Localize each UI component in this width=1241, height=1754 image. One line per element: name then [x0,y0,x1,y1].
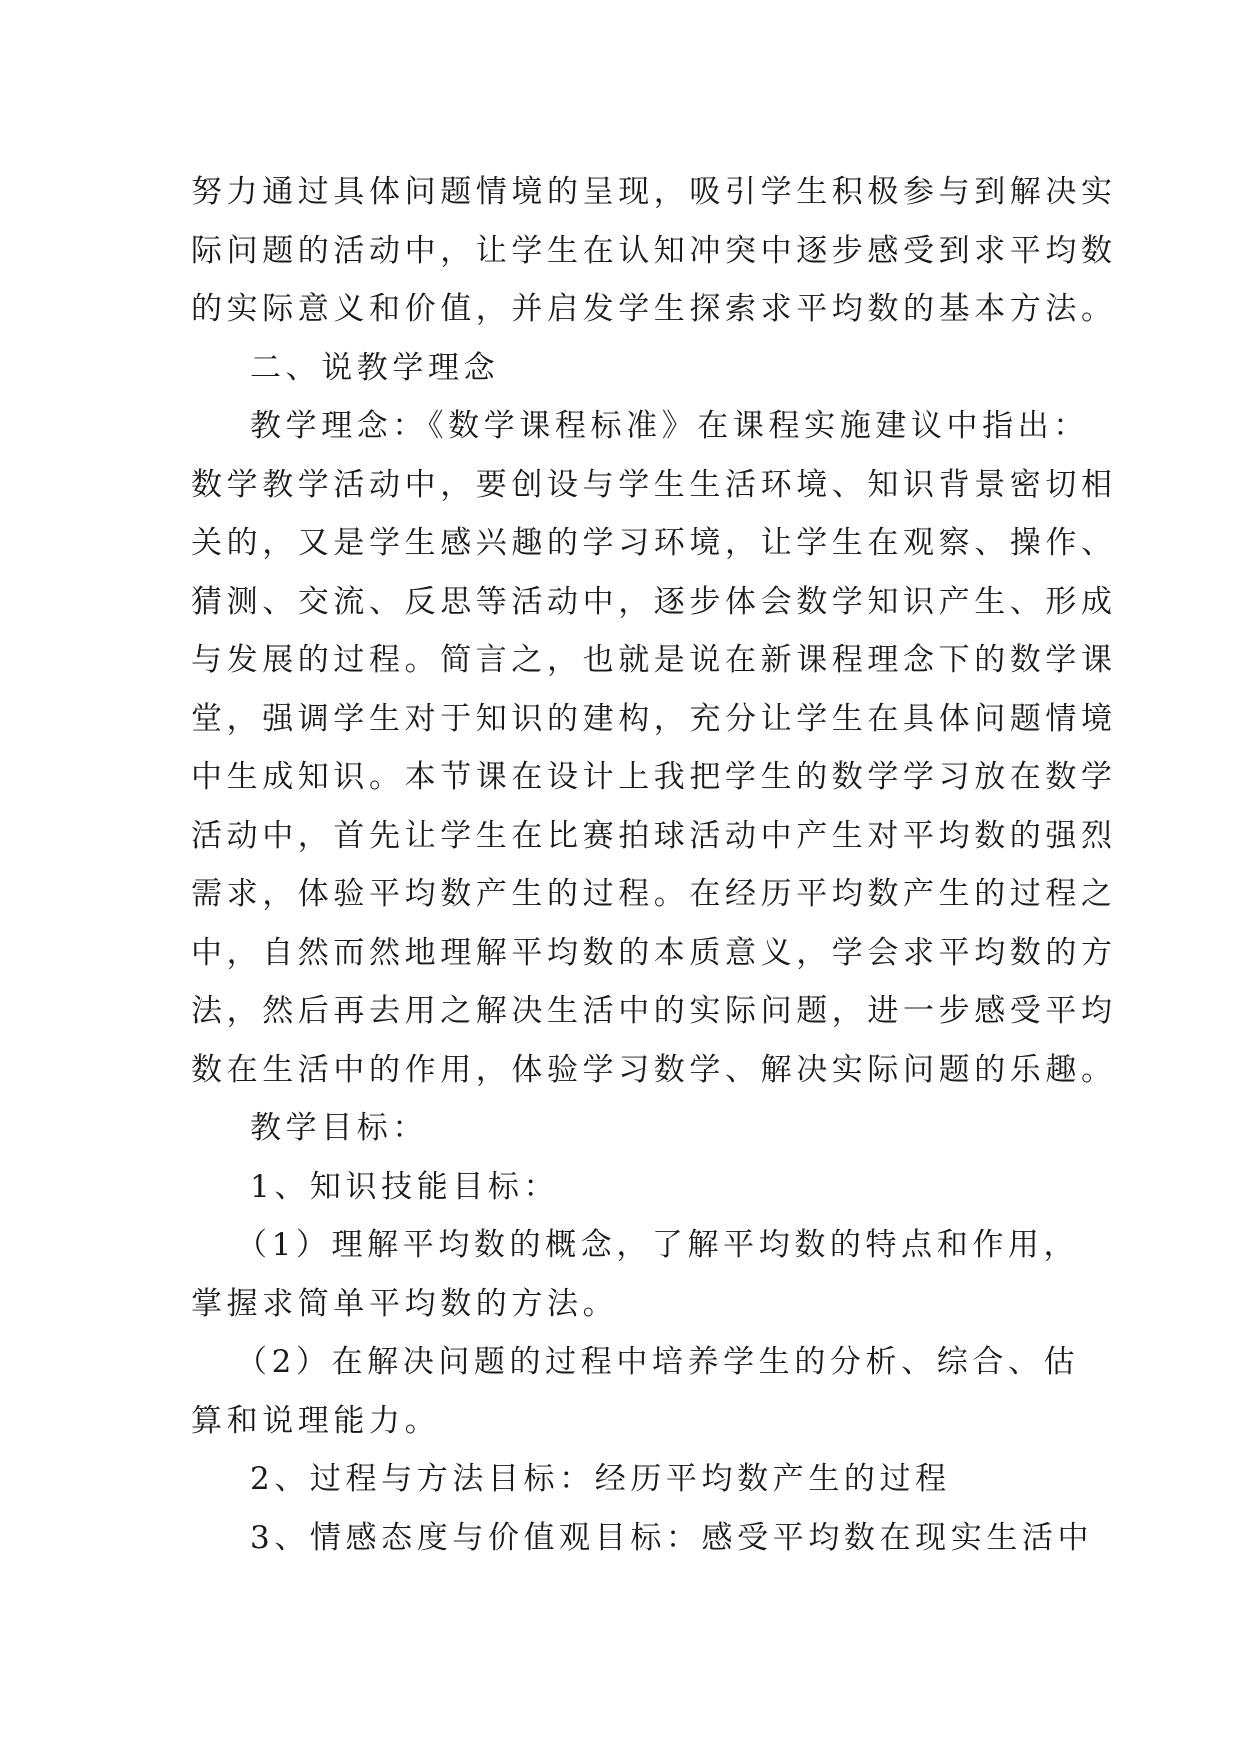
body-text [191,163,1117,1567]
text-line: 与发展的过程。简言之，也就是说在新课程理念下的数学课 [191,642,1117,678]
text-line: 法，然后再去用之解决生活中的实际问题，进一步感受平均 [191,993,1117,1029]
text-line: 的实际意义和价值，并启发学生探索求平均数的基本方法。 [191,291,1117,327]
section-heading: 教学目标： [250,1110,428,1146]
text-line: 猜测、交流、反思等活动中，逐步体会数学知识产生、形成 [191,583,1117,620]
text-line: 努力通过具体问题情境的呈现，吸引学生积极参与到解决实 [191,174,1117,210]
list-item: 1、知识技能目标： [250,1168,560,1205]
text-line: 活动中，首先让学生在比赛拍球活动中产生对平均数的强烈 [191,817,1117,854]
list-item: 3、情感态度与价值观目标：感受平均数在现实生活中 [250,1519,1094,1556]
text-line: 中生成知识。本节课在设计上我把学生的数学学习放在数学 [191,759,1117,795]
text-line: 关的，又是学生感兴趣的学习环境，让学生在观察、操作、 [191,525,1117,561]
text-line: 需求，体验平均数产生的过程。在经历平均数产生的过程之 [191,876,1117,912]
text-line: 算和说理能力。 [191,1402,441,1439]
text-line: 数学教学活动中，要创设与学生生活环境、知识背景密切相 [191,466,1117,503]
section-heading: 二、说教学理念 [250,349,500,386]
text-line: 堂，强调学生对于知识的建构，充分让学生在具体问题情境 [191,700,1117,737]
text-line: 数在生活中的作用，体验学习数学、解决实际问题的乐趣。 [191,1051,1117,1088]
list-item: （2）在解决问题的过程中培养学生的分析、综合、估 [236,1344,1080,1380]
list-item: （1）理解平均数的概念，了解平均数的特点和作用， [236,1227,1080,1263]
text-line: 教学理念：《数学课程标准》在课程实施建议中指出： [250,408,1089,444]
text-line: 中，自然而然地理解平均数的本质意义，学会求平均数的方 [191,934,1117,971]
list-item: 2、过程与方法目标：经历平均数产生的过程 [250,1461,951,1497]
text-line: 际问题的活动中，让学生在认知冲突中逐步感受到求平均数 [191,232,1117,269]
text-line: 掌握求简单平均数的方法。 [191,1285,619,1322]
